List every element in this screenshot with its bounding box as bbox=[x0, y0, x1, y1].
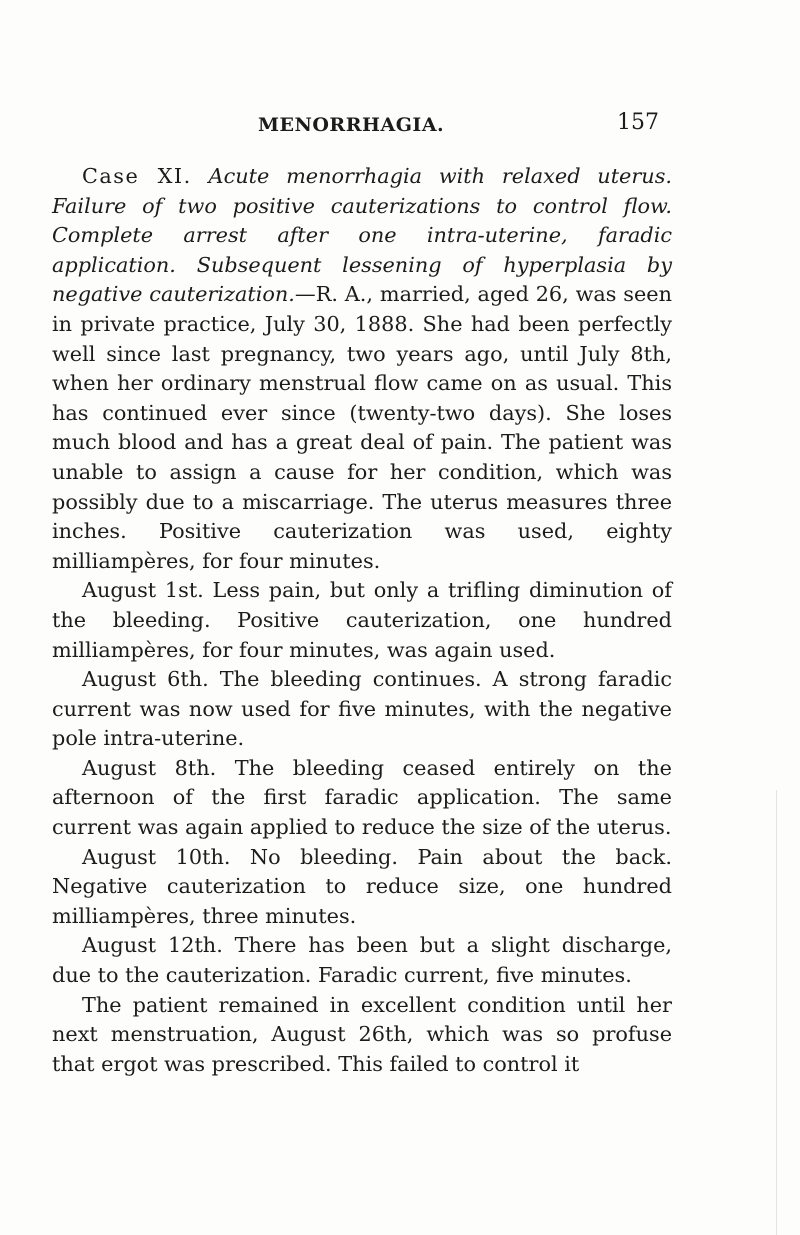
case-paragraph bbox=[52, 162, 672, 576]
running-title: MENORRHAGIA. bbox=[258, 114, 445, 136]
case-label: Case XI. bbox=[82, 164, 192, 188]
paragraph-august-8: August 8th. The bleeding ceased entirely on the afternoon of the first faradic application. The same current was again applied to reduce the size of the uterus. bbox=[52, 755, 672, 840]
paragraph-august-1: August 1st. Less pain, but only a trifling diminution of the bleeding. Positive cauterization, one hundred milliampères, for four minutes, was again used. bbox=[52, 578, 672, 662]
paragraph-august-6: August 6th. The bleeding continues. A strong faradic current was now used for five minutes, with the negative pole intra-uterine. bbox=[52, 667, 672, 751]
case-title: Acute menorrhagia with relaxed uterus. Failure of two positive cauterizations to control flow. Complete arrest after one intra-uterine, faradic application. Subsequent lessening of hyperplasia by negative cauterization. bbox=[52, 164, 672, 307]
paragraph-outcome: The patient remained in excellent condition until her next menstruation, August 26th, which was so profuse that ergot was prescribed. This failed to control it bbox=[52, 992, 672, 1076]
body-text bbox=[52, 162, 672, 1079]
page-number: 157 bbox=[617, 110, 659, 135]
case-intro: —R. A., married, aged 26, was seen in private practice, July 30, 1888. She had been perfectly well since last pregnancy, two years ago, until July 8th, when her ordinary menstrual flow came on as usual. This has continued ever since (twenty-two days). She loses much blood and has a great deal of pain. The patient was unable to assign a cause for her condition, which was possibly due to a miscarriage. The uterus measures three inches. Positive cauterization was used, eighty milliampères, for four minutes. bbox=[52, 282, 672, 573]
page-edge-shadow bbox=[776, 790, 777, 1235]
paragraph-august-12: August 12th. There has been but a slight discharge, due to the cauterization. Faradic current, five minutes. bbox=[52, 933, 672, 988]
paragraph-august-10: August 10th. No bleeding. Pain about the back. Negative cauterization to reduce size, one hundred milliampères, three minutes. bbox=[52, 844, 672, 928]
